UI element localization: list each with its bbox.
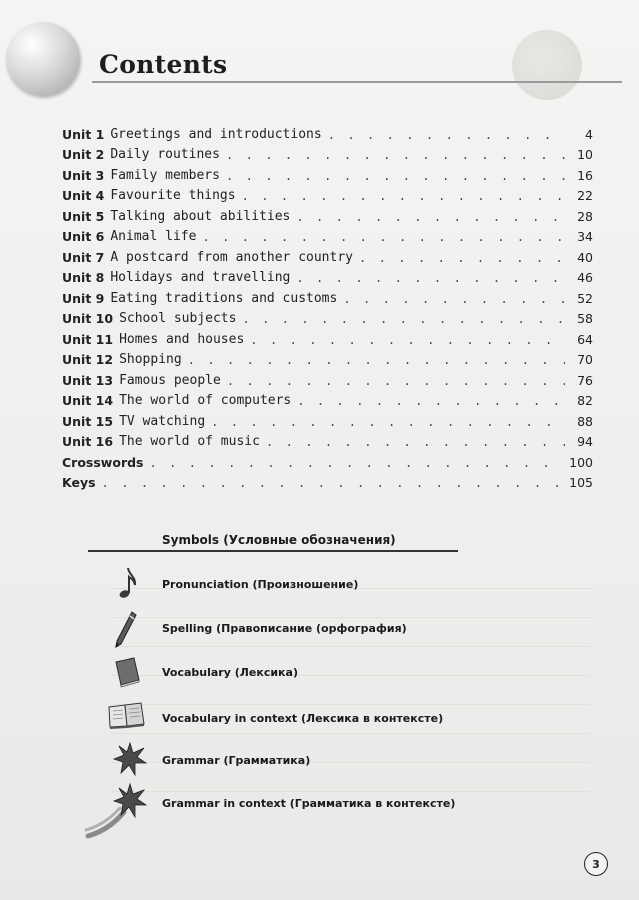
toc-leader-dots — [242, 312, 565, 326]
toc-row-unit-2[interactable] — [62, 142, 593, 163]
toc-unit-label: Unit 12 — [62, 352, 114, 367]
toc-unit-label: Unit 2 — [62, 147, 105, 162]
toc-leader-dots — [328, 128, 565, 142]
toc-page-number: 100 — [569, 454, 593, 470]
toc-page-number: 105 — [569, 475, 593, 490]
toc-unit-title: Animal life — [110, 229, 197, 244]
symbols-divider — [88, 550, 458, 552]
toc-unit-title: The world of computers — [119, 393, 292, 408]
toc-page-number: 34 — [577, 229, 593, 244]
toc-unit-label: Unit 14 — [62, 393, 114, 408]
toc-page-number: 64 — [577, 331, 593, 347]
toc-leader-dots — [250, 333, 565, 347]
toc-section-title: Crosswords — [62, 454, 144, 470]
toc-page-number: 58 — [577, 311, 593, 326]
toc-row-unit-3[interactable] — [62, 162, 593, 183]
toc-leader-dots — [202, 230, 565, 244]
title-divider — [92, 81, 622, 83]
toc-unit-title: Talking about abilities — [110, 208, 291, 224]
page-title: Contents — [99, 50, 228, 79]
header-decoration-circle — [6, 22, 80, 96]
toc-row-unit-8[interactable] — [62, 265, 593, 286]
toc-unit-title: Holidays and travelling — [110, 270, 291, 285]
toc-section-title: Keys — [62, 475, 96, 490]
toc-leader-dots — [211, 415, 565, 429]
toc-row-unit-14[interactable] — [62, 388, 593, 409]
page-number-badge — [584, 852, 608, 876]
toc-unit-title: Shopping — [119, 352, 182, 367]
toc-leader-dots — [226, 169, 565, 183]
toc-unit-label: Unit 5 — [62, 208, 105, 224]
toc-row-unit-7[interactable] — [62, 244, 593, 265]
toc-unit-title: Greetings and introductions — [110, 126, 322, 142]
toc-leader-dots — [266, 435, 565, 449]
star-icon — [113, 742, 147, 776]
toc-page-number: 76 — [577, 372, 593, 388]
toc-leader-dots — [359, 251, 565, 265]
contents-list — [62, 121, 593, 490]
open-book-icon — [106, 702, 146, 730]
symbols-heading: Symbols (Условные обозначения) — [162, 533, 396, 547]
book-icon — [112, 656, 142, 688]
music-note-icon — [114, 565, 140, 601]
toc-unit-label: Unit 4 — [62, 188, 105, 203]
toc-unit-title: Family members — [110, 167, 220, 183]
toc-unit-label: Unit 3 — [62, 167, 105, 183]
toc-row-unit-4[interactable] — [62, 183, 593, 204]
toc-page-number: 82 — [577, 393, 593, 408]
toc-page-number: 46 — [577, 270, 593, 285]
toc-row-unit-9[interactable] — [62, 285, 593, 306]
toc-row-unit-6[interactable] — [62, 224, 593, 245]
toc-row-unit-11[interactable] — [62, 326, 593, 347]
bleed-through-lines — [110, 560, 590, 820]
toc-unit-title: Favourite things — [110, 188, 236, 203]
toc-row-unit-12[interactable] — [62, 347, 593, 368]
symbol-label-vocabulary-in-context: Vocabulary in context (Лексика в контексте) — [162, 712, 444, 725]
toc-unit-label: Unit 16 — [62, 434, 114, 449]
toc-row-keys[interactable] — [62, 470, 593, 491]
toc-unit-title: TV watching — [119, 413, 206, 429]
toc-row-crosswords[interactable] — [62, 449, 593, 470]
symbol-label-spelling: Spelling (Правописание (орфография) — [162, 622, 407, 635]
symbol-label-grammar: Grammar (Грамматика) — [162, 754, 311, 767]
toc-unit-label: Unit 13 — [62, 372, 114, 388]
toc-page-number: 52 — [577, 290, 593, 306]
toc-unit-label: Unit 6 — [62, 229, 105, 244]
toc-unit-label: Unit 10 — [62, 311, 114, 326]
symbol-label-vocabulary: Vocabulary (Лексика) — [162, 666, 298, 679]
toc-row-unit-5[interactable] — [62, 203, 593, 224]
toc-row-unit-1[interactable] — [62, 121, 593, 142]
toc-unit-title: Homes and houses — [119, 331, 245, 347]
bleed-through-circle — [512, 30, 582, 100]
toc-unit-label: Unit 11 — [62, 331, 114, 347]
toc-leader-dots — [102, 476, 564, 490]
toc-row-unit-13[interactable] — [62, 367, 593, 388]
toc-leader-dots — [242, 189, 565, 203]
toc-unit-label: Unit 8 — [62, 270, 105, 285]
toc-unit-title: Famous people — [119, 372, 221, 388]
page-number: 3 — [592, 857, 600, 871]
toc-leader-dots — [188, 353, 565, 367]
toc-leader-dots — [296, 271, 565, 285]
toc-leader-dots — [296, 210, 565, 224]
shooting-star-icon — [84, 782, 150, 840]
toc-unit-title: Eating traditions and customs — [110, 290, 338, 306]
toc-unit-label: Unit 9 — [62, 290, 105, 306]
toc-page-number: 94 — [577, 434, 593, 449]
toc-row-unit-15[interactable] — [62, 408, 593, 429]
toc-page-number: 70 — [577, 352, 593, 367]
toc-page-number: 16 — [577, 167, 593, 183]
toc-row-unit-16[interactable] — [62, 429, 593, 450]
toc-page-number: 4 — [585, 126, 593, 142]
toc-unit-label: Unit 1 — [62, 126, 105, 142]
toc-page-number: 88 — [577, 413, 593, 429]
toc-leader-dots — [226, 148, 565, 162]
symbol-label-pronunciation: Pronunciation (Произношение) — [162, 578, 359, 591]
toc-leader-dots — [297, 394, 565, 408]
toc-page-number: 22 — [577, 188, 593, 203]
toc-page-number: 28 — [577, 208, 593, 224]
toc-leader-dots — [150, 456, 564, 470]
toc-unit-title: Daily routines — [110, 147, 220, 162]
toc-row-unit-10[interactable] — [62, 306, 593, 327]
toc-unit-label: Unit 15 — [62, 413, 114, 429]
symbol-label-grammar-in-context: Grammar in context (Грамматика в контексте) — [162, 797, 456, 810]
toc-leader-dots — [227, 374, 565, 388]
toc-unit-title: The world of music — [119, 434, 260, 449]
toc-unit-label: Unit 7 — [62, 249, 105, 265]
toc-unit-title: A postcard from another country — [110, 249, 353, 265]
toc-unit-title: School subjects — [119, 311, 237, 326]
pen-icon — [112, 610, 138, 650]
toc-page-number: 40 — [577, 249, 593, 265]
toc-page-number: 10 — [577, 147, 593, 162]
toc-leader-dots — [343, 292, 565, 306]
